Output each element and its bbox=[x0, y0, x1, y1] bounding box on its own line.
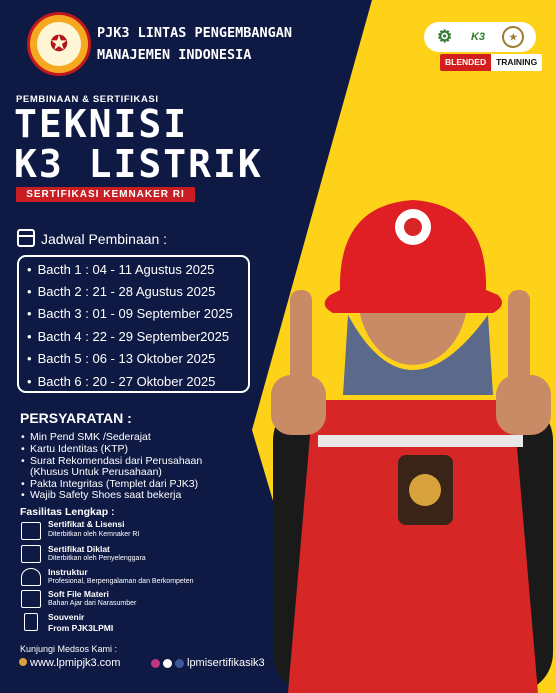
social-handle-link[interactable]: lpmisertifikasik3 bbox=[151, 657, 265, 669]
facility-title: Sertifikat Diklat bbox=[48, 544, 110, 554]
gear-logo-icon: ⚙ bbox=[437, 27, 453, 46]
organization-name bbox=[97, 22, 292, 66]
badge-training: TRAINING bbox=[491, 54, 542, 71]
instructor-icon bbox=[21, 568, 41, 586]
certificate-icon bbox=[21, 522, 41, 540]
blended-training-badge bbox=[440, 54, 542, 71]
requirement-item: • Min Pend SMK /Sederajat bbox=[21, 431, 151, 443]
facilities-heading: Fasilitas Lengkap : bbox=[20, 506, 115, 518]
website-link[interactable]: www.lpmipjk3.com bbox=[19, 657, 120, 669]
batch-item-5: • Bacth 5 : 06 - 13 Oktober 2025 bbox=[27, 351, 215, 366]
requirement-item: • Kartu Identitas (KTP) bbox=[21, 443, 129, 455]
organization-line1: PJK3 LINTAS PENGEMBANGAN bbox=[97, 25, 293, 41]
certificate-icon bbox=[21, 545, 41, 563]
globe-icon bbox=[19, 658, 27, 666]
batch-item-2: • Bacth 2 : 21 - 28 Agustus 2025 bbox=[27, 284, 215, 299]
batch-item-4: • Bacth 4 : 22 - 29 September2025 bbox=[27, 329, 229, 344]
requirement-item: • Pakta Integritas (Templet dari PJK3) bbox=[21, 478, 199, 490]
schedule-heading: Jadwal Pembinaan : bbox=[41, 231, 168, 247]
facility-desc: Diterbitkan oleh Kemnaker RI bbox=[48, 531, 140, 538]
folder-icon bbox=[21, 590, 41, 608]
emblem-icon: ✪ bbox=[37, 22, 81, 66]
batch-item-1: • Bacth 1 : 04 - 11 Agustus 2025 bbox=[27, 262, 214, 277]
facility-desc: Bahan Ajar dari Narasumber bbox=[48, 600, 137, 607]
facility-desc: Diterbitkan oleh Penyelenggara bbox=[48, 555, 146, 562]
batch-item-3: • Bacth 3 : 01 - 09 September 2025 bbox=[27, 306, 233, 321]
k3-logo-icon: K3 bbox=[470, 31, 486, 43]
bag-icon bbox=[24, 613, 38, 631]
requirements-heading: PERSYARATAN : bbox=[20, 410, 132, 426]
instagram-icon bbox=[151, 659, 160, 668]
facility-desc: Profesional, Berpengalaman dan Berkompeten bbox=[48, 578, 194, 585]
kicker-text: PEMBINAAN & SERTIFIKASI bbox=[16, 94, 159, 105]
tiktok-icon bbox=[163, 659, 172, 668]
facility-desc: From PJK3LPMI bbox=[48, 623, 114, 633]
batch-item-6: • Bacth 6 : 20 - 27 Oktober 2025 bbox=[27, 374, 215, 389]
kemnaker-logo-icon: ★ bbox=[502, 26, 524, 48]
requirement-item: (Khusus Untuk Perusahaan) bbox=[30, 466, 162, 478]
page-title bbox=[14, 104, 263, 184]
facebook-icon bbox=[175, 659, 184, 668]
requirement-item: • Wajib Safety Shoes saat bekerja bbox=[21, 489, 182, 501]
partner-logos bbox=[424, 22, 536, 52]
calendar-icon bbox=[17, 229, 35, 247]
organization-line2: MANAJEMEN INDONESIA bbox=[97, 47, 252, 63]
facility-title: Soft File Materi bbox=[48, 589, 109, 599]
social-visit-label: Kunjungi Medsos Kami : bbox=[20, 644, 118, 654]
pjk3-logo bbox=[27, 12, 91, 76]
title-line2: K3 LISTRIK bbox=[14, 142, 263, 186]
facility-title: Sertifikat & Lisensi bbox=[48, 519, 125, 529]
badge-blended: BLENDED bbox=[440, 54, 491, 71]
requirement-item: • Surat Rekomendasi dari Perusahaan bbox=[21, 455, 203, 467]
certification-banner: SERTIFIKASI KEMNAKER RI bbox=[16, 187, 195, 202]
title-line1: TEKNISI bbox=[14, 102, 189, 146]
facility-title: Instruktur bbox=[48, 567, 88, 577]
facility-title: Souvenir bbox=[48, 612, 85, 622]
worker-photo bbox=[258, 195, 556, 693]
